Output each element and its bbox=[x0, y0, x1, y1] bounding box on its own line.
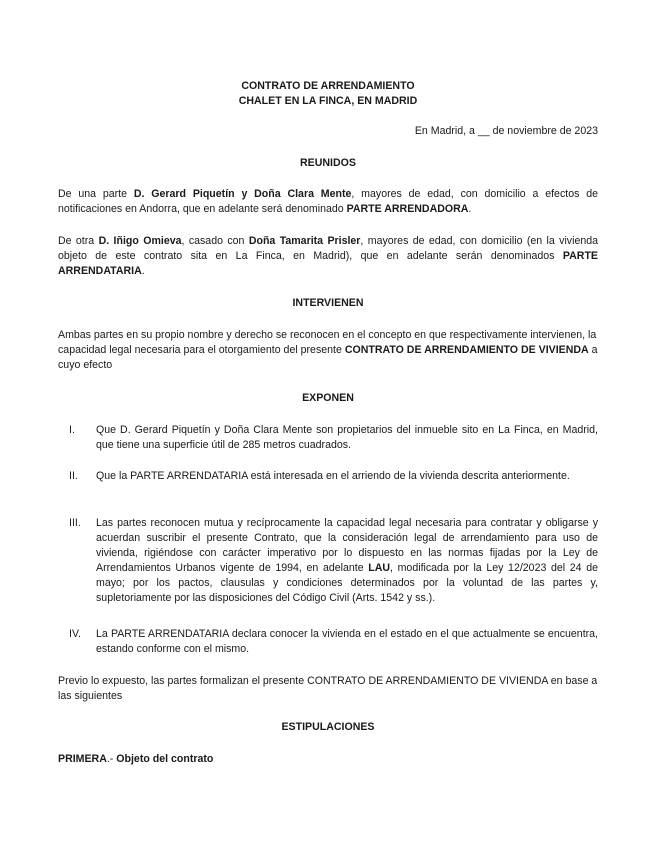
title-line-1: CONTRATO DE ARRENDAMIENTO bbox=[241, 80, 415, 92]
item-text: Que D. Gerard Piquetín y Doña Clara Mente son propietarios del inmueble sito en La Finca, en Madrid, que tiene una superficie útil de 285 metros cuadrados. bbox=[96, 424, 598, 451]
arrendatario-name: D. Iñigo Omieva bbox=[98, 235, 182, 247]
previo-paragraph: Previo lo expuesto, las partes formalizan el presente CONTRATO DE ARRENDAMIENTO DE VIVIENDA en base a las siguientes bbox=[58, 675, 598, 702]
contract-title bbox=[58, 79, 598, 109]
contract-type-label: CONTRATO DE ARRENDAMIENTO DE VIVIENDA bbox=[344, 344, 589, 356]
exponen-heading: EXPONEN bbox=[302, 392, 354, 404]
estipulaciones-heading: ESTIPULACIONES bbox=[281, 721, 375, 733]
lau-label: LAU bbox=[368, 562, 391, 574]
intervienen-heading: INTERVIENEN bbox=[292, 297, 364, 309]
primera-clause-heading: PRIMERA.- Objeto del contrato bbox=[58, 753, 214, 765]
reunidos-paragraph-1: De una parte D. Gerard Piquetín y Doña Clara Mente, mayores de edad, con domicilio a efectos de notificaciones en Andorra, que en adelante será denominado PARTE ARRENDADORA. bbox=[58, 188, 598, 215]
intervienen-paragraph: Ambas partes en su propio nombre y derecho se reconocen en el concepto en que respectivamente intervienen, la capacidad legal necesaria para el otorgamiento del presente CONTRATO DE ARRENDAMIENTO DE VIVIENDA a cuyo efecto bbox=[58, 329, 598, 371]
parte-arrendadora-label: PARTE ARRENDADORA bbox=[346, 203, 469, 215]
item-text: La PARTE ARRENDATARIA declara conocer la vivienda en el estado en el que actualmente se encuentra, estando conforme con el mismo. bbox=[96, 628, 598, 655]
item-number: I. bbox=[69, 424, 75, 436]
item-number: II. bbox=[69, 470, 78, 482]
spouse-name: Doña Tamarita Prisler bbox=[248, 235, 361, 247]
item-number: IV. bbox=[69, 628, 81, 640]
reunidos-paragraph-2: De otra D. Iñigo Omieva, casado con Doña Tamarita Prisler, mayores de edad, con domicilio (en la vivienda objeto de este contrato sita en La Finca, en Madrid), que en adelante serán denominados PARTE ARRENDATARIA. bbox=[58, 235, 599, 277]
reunidos-heading: REUNIDOS bbox=[300, 157, 356, 169]
date-line: En Madrid, a __ de noviembre de 2023 bbox=[414, 125, 598, 137]
item-text: Que la PARTE ARRENDATARIA está interesada en el arriendo de la vivienda descrita anteriormente. bbox=[96, 470, 570, 482]
item-number: III. bbox=[69, 517, 81, 529]
document-page bbox=[58, 0, 598, 848]
title-line-2: CHALET EN LA FINCA, EN MADRID bbox=[238, 95, 418, 107]
item-text: Las partes reconocen mutua y recíprocamente la capacidad legal necesaria para contratar y obligarse y acuerdan suscribir el presente Contrato, que la consideración legal de arrendamiento para uso de vivienda, rigiéndose con carácter imperativo por lo dispuesto en las normas fijadas por la Ley de Arrendamientos Urbanos vigente de 1994, en adelante LAU, modificada por la Ley 12/2023 del 24 de mayo; por los pactos, clausulas y condiciones determinados por la voluntad de las partes y, supletoriamente por las disposiciones del Código Civil (Arts. 1542 y ss.). bbox=[96, 517, 598, 604]
arrendadora-names: D. Gerard Piquetín y Doña Clara Mente bbox=[133, 188, 352, 200]
parte-arrendataria-label: PARTE ARRENDATARIA bbox=[58, 250, 598, 277]
